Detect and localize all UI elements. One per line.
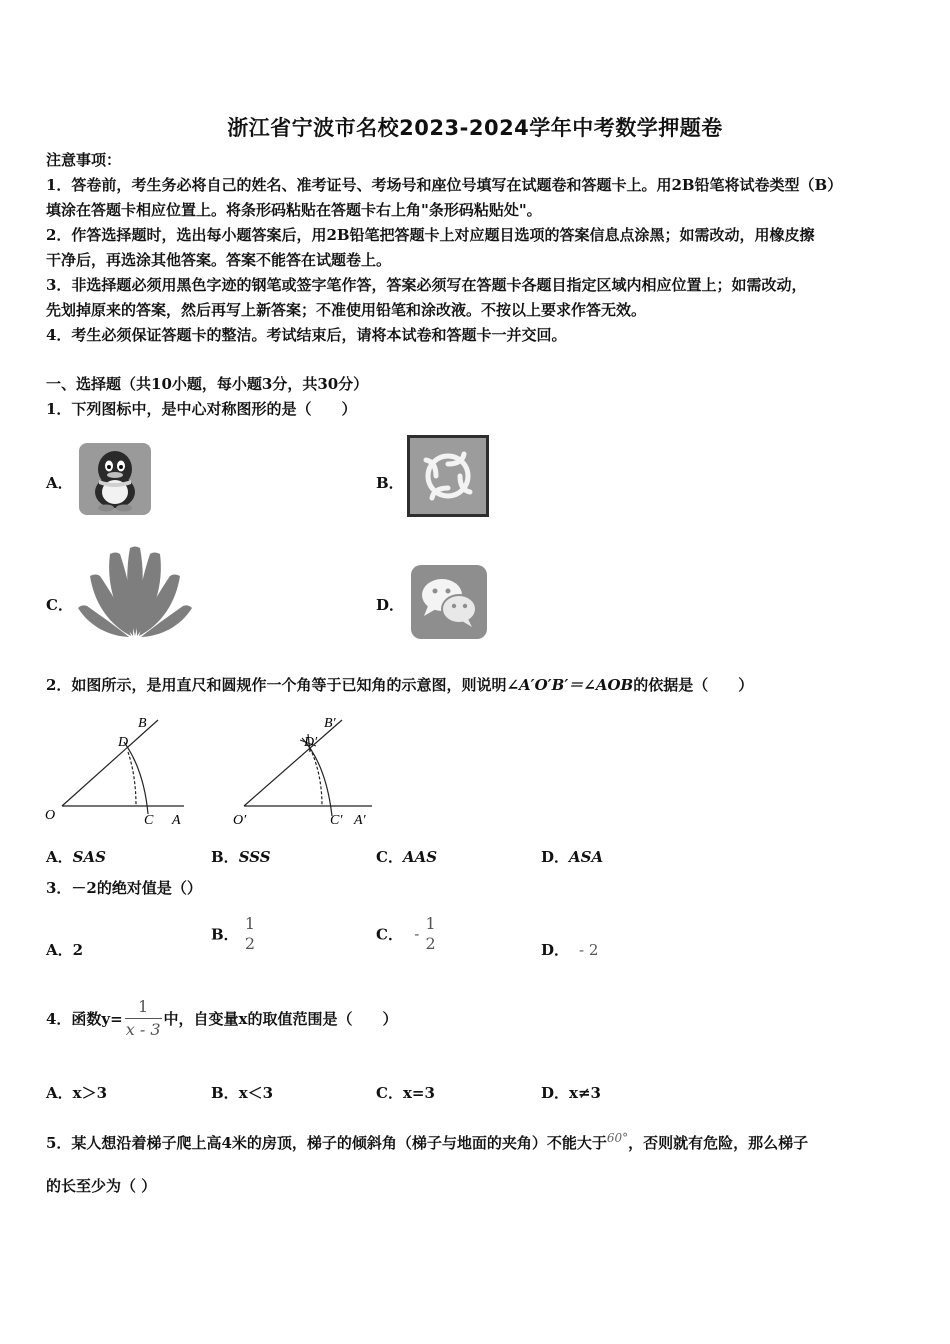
fraction (125, 996, 162, 1041)
label-O: O (45, 808, 56, 823)
stem-math: ∠A′O′B′＝∠AOB (506, 676, 634, 694)
question-4-stem (46, 996, 397, 1041)
label-C: C (144, 813, 154, 828)
option-value: x=3 (402, 1084, 435, 1102)
label-B: B (138, 716, 147, 731)
angle-figure-original (40, 706, 200, 832)
stem-text: 2．如图所示，是用直尺和圆规作一个角等于已知角的示意图，则说明 (46, 676, 507, 694)
option-label: D． (541, 848, 570, 866)
option-value: x＞3 (72, 1084, 108, 1102)
q3-option-b[interactable] (211, 914, 256, 954)
stem-text: ，否则就有危险，那么梯子 (628, 1134, 809, 1152)
huawei-flower-icon (76, 544, 194, 638)
fraction-numerator: 1 (138, 997, 149, 1016)
fraction-numerator: 1 (244, 914, 256, 933)
label-D-prime: D′ (304, 735, 318, 750)
section-heading: 一、选择题（共10小题，每小题3分，共30分） (46, 375, 369, 393)
q2-option-a[interactable] (46, 846, 106, 867)
option-label: A． (46, 1084, 73, 1102)
q4-option-b[interactable] (211, 1082, 273, 1103)
spiral-vortex-icon (406, 434, 490, 518)
option-value: - 2 (579, 941, 599, 959)
label-D: D (118, 735, 129, 750)
label-A: A (172, 813, 181, 828)
q2-option-d[interactable] (541, 846, 603, 867)
q3-option-d[interactable] (541, 939, 598, 960)
notice-line: 3．非选择题必须用黑色字迹的钢笔或签字笔作答，答案必须写在答题卡各题目指定区域内相应位置上；如需改动， (46, 276, 807, 294)
option-label: A． (46, 941, 73, 959)
angle-value: 60° (606, 1131, 629, 1145)
fraction-numerator: 1 (425, 914, 436, 933)
q4-option-a[interactable] (46, 1082, 107, 1103)
q4-option-d[interactable] (541, 1082, 601, 1103)
label-C-prime: C′ (330, 813, 343, 828)
fraction-denominator: x - 3 (125, 1020, 161, 1039)
option-label: B． (211, 1084, 239, 1102)
option-value: 2 (72, 941, 84, 959)
option-label: D． (541, 941, 570, 959)
question-2-stem (46, 673, 753, 698)
question-3-stem: 3．－2的绝对值是（） (46, 879, 202, 897)
option-label: A． (46, 474, 73, 492)
label-B-prime: B′ (324, 716, 336, 731)
question-5-stem-line2: 的长至少为（ ） (46, 1177, 157, 1195)
option-value: SAS (72, 848, 106, 866)
stem-text: 5．某人想沿着梯子爬上高4米的房顶，梯子的倾斜角（梯子与地面的夹角）不能大于 (46, 1134, 607, 1152)
fraction-denominator: 2 (244, 934, 256, 953)
notice-line: 2．作答选择题时，选出每小题答案后，用2B铅笔把答题卡上对应题目选项的答案信息点涂黑；如需改动，用橡皮擦 (46, 226, 815, 244)
notice-line: 干净后，再选涂其他答案。答案不能答在试题卷上。 (46, 251, 392, 269)
fraction (244, 914, 256, 954)
option-value: x≠3 (569, 1084, 601, 1102)
page-title: 浙江省宁波市名校2023-2024学年中考数学押题卷 (227, 116, 723, 140)
option-label: C． (46, 596, 73, 614)
label-A-prime: A′ (354, 813, 366, 828)
question-1-stem: 1．下列图标中，是中心对称图形的是（ ） (46, 400, 357, 418)
stem-text: 的依据是（ ） (633, 676, 754, 694)
option-label: D． (541, 1084, 570, 1102)
q4-option-c[interactable] (376, 1082, 435, 1103)
notice-line: 填涂在答题卡相应位置上。将条形码粘贴在答题卡右上角"条形码粘贴处"。 (46, 201, 542, 219)
notice-line: 4．考生必须保证答题卡的整洁。考试结束后，请将本试卷和答题卡一并交回。 (46, 326, 567, 344)
question-5-stem (46, 1126, 808, 1156)
option-value: ASA (569, 848, 604, 866)
fraction (425, 914, 437, 954)
option-label: B． (211, 848, 239, 866)
option-label: C． (376, 1084, 403, 1102)
qq-penguin-icon (78, 442, 152, 516)
stem-text: 中，自变量x的取值范围是（ ） (163, 1010, 398, 1028)
notice-line: 先划掉原来的答案，然后再写上新答案；不准使用铅笔和涂改液。不按以上要求作答无效。 (46, 301, 647, 319)
fraction-denominator: 2 (425, 934, 436, 953)
option-label: C． (376, 848, 403, 866)
option-label: C． (376, 925, 403, 944)
option-value: SSS (238, 848, 271, 866)
option-value: x＜3 (238, 1084, 274, 1102)
notice-heading: 注意事项： (46, 151, 122, 169)
q3-option-a[interactable] (46, 939, 83, 960)
label-O-prime: O′ (233, 813, 247, 828)
minus-sign: - (414, 925, 420, 943)
angle-figure-constructed (230, 706, 380, 832)
option-label: D． (376, 596, 405, 614)
option-label: B． (376, 474, 404, 492)
q2-option-c[interactable] (376, 846, 437, 867)
option-label: A． (46, 848, 73, 866)
notice-line: 1．答卷前，考生务必将自己的姓名、准考证号、考场号和座位号填写在试题卷和答题卡上。用2B铅笔将试卷类型（B） (46, 176, 843, 194)
option-label: B． (211, 925, 239, 944)
option-value: AAS (402, 848, 438, 866)
q3-option-c[interactable] (376, 914, 437, 954)
stem-text: 4．函数y= (46, 1010, 123, 1028)
q2-option-b[interactable] (211, 846, 271, 867)
wechat-icon (410, 564, 488, 640)
